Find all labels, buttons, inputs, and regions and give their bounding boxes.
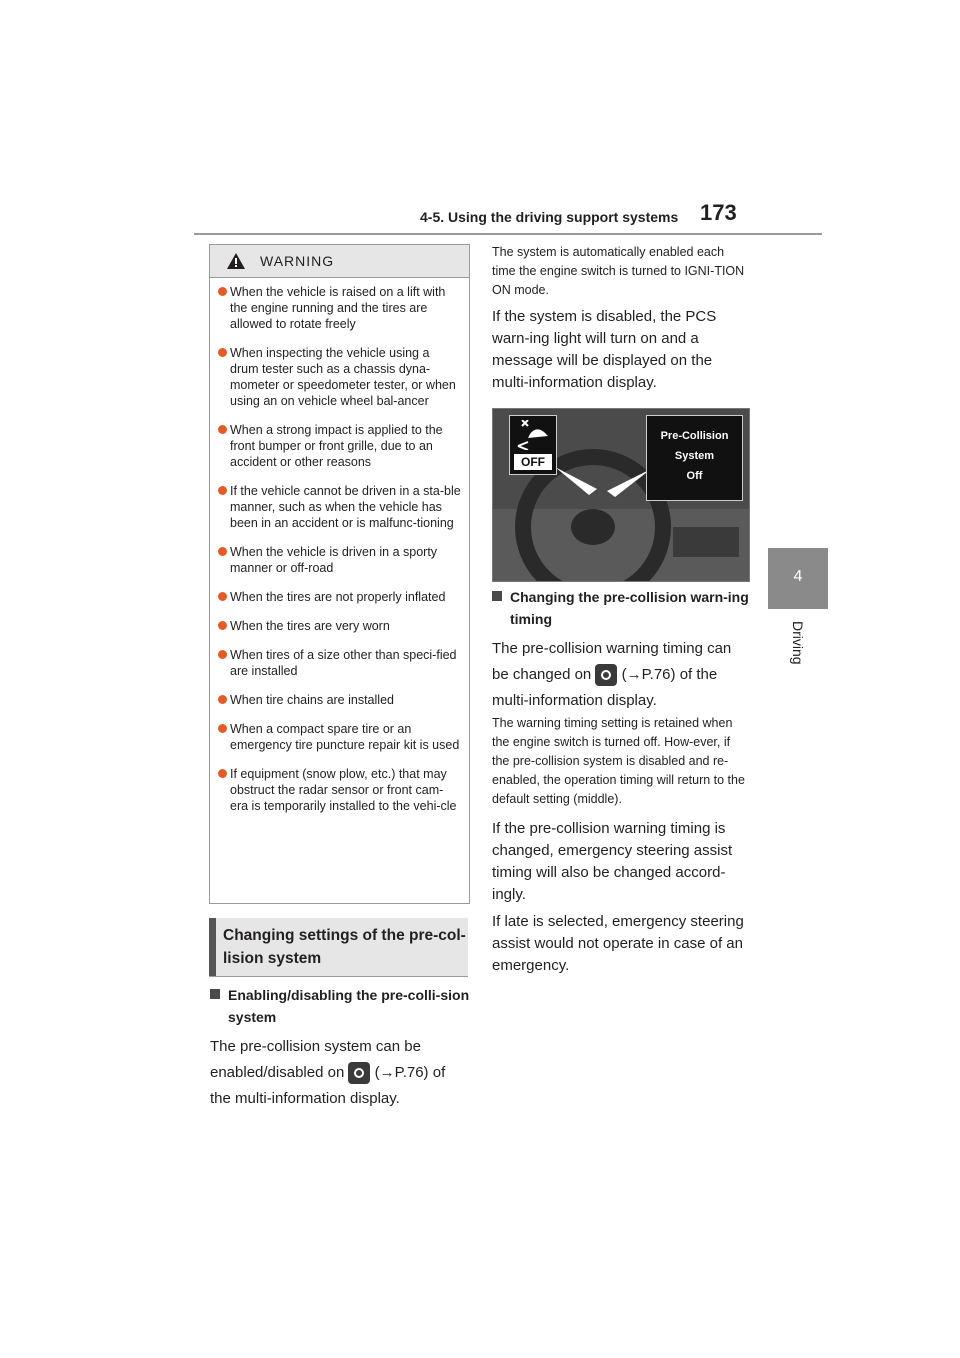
late-selection-paragraph: If late is selected, emergency steering assist would not operate in case of an emergency. bbox=[492, 913, 744, 974]
warning-heading: WARNING bbox=[260, 253, 335, 269]
chapter-label-container bbox=[768, 617, 828, 677]
section-title: 4-5. Using the driving support systems bbox=[420, 209, 679, 225]
display-line: System bbox=[674, 450, 715, 462]
bullet-icon bbox=[218, 695, 227, 704]
bullet-icon bbox=[218, 425, 227, 434]
page-number: 173 bbox=[700, 200, 737, 225]
subheading-text: Enabling/disabling the pre-colli-sion system bbox=[228, 987, 470, 1025]
warning-header bbox=[210, 245, 469, 278]
display-line: Off bbox=[686, 470, 703, 482]
warning-item bbox=[218, 345, 461, 409]
enable-disable-paragraph bbox=[210, 1034, 468, 1112]
square-bullet-icon bbox=[210, 989, 220, 999]
auto-enable-note: The system is automatically enabled each time the engine switch is turned to IGNI-TION ON mode. bbox=[492, 245, 745, 297]
warning-item-text: When inspecting the vehicle using a drum tester such as a chassis dyna-mometer or speedometer tester, or when using an on vehicle wheel bal-ancer bbox=[230, 346, 456, 408]
chapter-number: 4 bbox=[793, 568, 803, 585]
disabled-warning-paragraph: If the system is disabled, the PCS warn-ing light will turn on and a message will be displayed on the multi-information display. bbox=[492, 308, 717, 391]
bullet-icon bbox=[218, 348, 227, 357]
warning-item-text: When the vehicle is driven in a sporty manner or off-road bbox=[230, 545, 438, 575]
warning-item-text: If the vehicle cannot be driven in a sta-ble manner, such as when the vehicle has been in an accident or is malfunc-tioning bbox=[230, 484, 461, 530]
paragraph-text: The pre-collision warning timing can be changed on bbox=[492, 640, 732, 683]
bullet-icon bbox=[218, 287, 227, 296]
warning-item bbox=[218, 647, 461, 679]
timing-note: The warning timing setting is retained when the engine switch is turned off. How-ever, if the pre-collision system is disabled and re-enabled, the operation timing will return to the default setting (middle). bbox=[492, 716, 745, 806]
warning-item bbox=[218, 692, 461, 708]
dashboard-illustration bbox=[492, 408, 750, 582]
warning-item bbox=[218, 589, 461, 605]
section-heading: Changing settings of the pre-col-lision system bbox=[223, 927, 466, 967]
chapter-label: Driving bbox=[790, 621, 806, 665]
warning-item-text: When the vehicle is raised on a lift with the engine running and the tires are allowed to rotate freely bbox=[230, 285, 446, 331]
warning-item-text: When the tires are very worn bbox=[230, 619, 390, 633]
paragraph-text: The pre-collision system can be enabled/disabled on bbox=[210, 1038, 421, 1081]
subheading-warning-timing bbox=[492, 586, 752, 630]
bullet-icon bbox=[218, 650, 227, 659]
warning-item bbox=[218, 483, 461, 531]
warning-triangle-icon bbox=[227, 253, 245, 269]
warning-item bbox=[218, 284, 461, 332]
pcs-off-indicator bbox=[509, 415, 557, 475]
off-label: OFF bbox=[514, 454, 552, 470]
settings-gear-icon bbox=[348, 1062, 370, 1084]
warning-item-text: When tire chains are installed bbox=[230, 693, 394, 707]
subheading-enable-disable bbox=[210, 984, 470, 1028]
warning-item bbox=[218, 766, 461, 814]
bullet-icon bbox=[218, 547, 227, 556]
section-heading-box bbox=[209, 918, 468, 977]
page-reference: (→P.76) of the multi-information display. bbox=[492, 666, 718, 709]
page-reference: (→P.76) of the multi-information display. bbox=[210, 1064, 446, 1107]
warning-list bbox=[210, 278, 469, 814]
display-line: Pre-Collision bbox=[660, 430, 729, 442]
section-heading-bar bbox=[209, 918, 216, 976]
multi-information-display bbox=[646, 415, 743, 501]
warning-item-text: When the tires are not properly inflated bbox=[230, 590, 446, 604]
square-bullet-icon bbox=[492, 591, 502, 601]
bullet-icon bbox=[218, 769, 227, 778]
chapter-tab bbox=[768, 548, 828, 609]
warning-box bbox=[209, 244, 470, 904]
warning-item bbox=[218, 721, 461, 753]
warning-item-text: If equipment (snow plow, etc.) that may obstruct the radar sensor or front cam-era is temporarily installed to the vehi-cle bbox=[230, 767, 457, 813]
bullet-icon bbox=[218, 592, 227, 601]
bullet-icon bbox=[218, 486, 227, 495]
header-divider bbox=[194, 233, 822, 235]
warning-item-text: When tires of a size other than speci-fied are installed bbox=[230, 648, 457, 678]
settings-gear-icon bbox=[595, 664, 617, 686]
warning-item-text: When a compact spare tire or an emergency tire puncture repair kit is used bbox=[230, 722, 460, 752]
warning-item bbox=[218, 422, 461, 470]
bullet-icon bbox=[218, 621, 227, 630]
bullet-icon bbox=[218, 724, 227, 733]
warning-item bbox=[218, 618, 461, 634]
subheading-text: Changing the pre-collision warn-ing timing bbox=[510, 589, 749, 627]
pcs-warning-icon bbox=[514, 420, 552, 450]
emergency-steering-paragraph: If the pre-collision warning timing is changed, emergency steering assist timing will also be changed accord-ingly. bbox=[492, 820, 733, 903]
warning-item bbox=[218, 544, 461, 576]
timing-paragraph bbox=[492, 636, 750, 714]
warning-item-text: When a strong impact is applied to the front bumper or front grille, due to an accident or other reasons bbox=[230, 423, 443, 469]
